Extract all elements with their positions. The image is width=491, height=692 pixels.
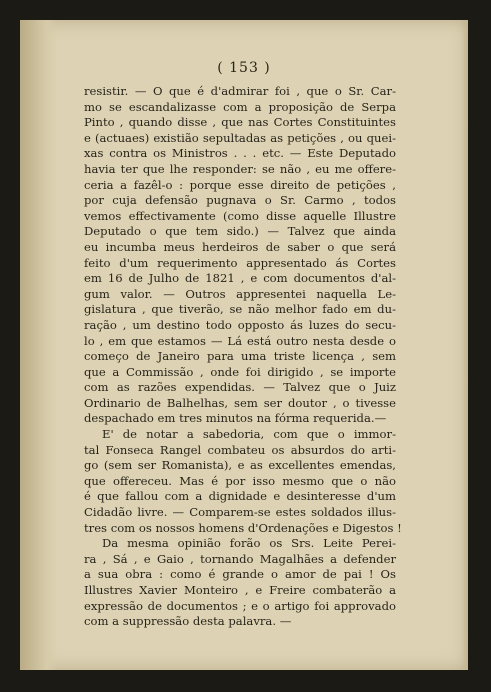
text-line: por cuja defensão pugnava o Sr. Carmo , todos xyxy=(84,193,396,208)
text-line: despachado em tres minutos na fórma requerida.— xyxy=(84,411,387,426)
text-line: em 16 de Julho de 1821 , e com documentos d'al- xyxy=(84,271,396,286)
text-line: resistir. — O que é d'admirar foi , que o Sr. Car- xyxy=(84,84,396,98)
text-line: Cidadão livre. — Comparem-se estes soldados illus- xyxy=(84,505,396,520)
text-line: e (actuaes) existião sepultadas as petições , ou quei- xyxy=(84,130,396,145)
page-edge xyxy=(462,20,468,670)
text-line: lo , em que estamos — Lá está outro nesta desde o xyxy=(84,333,396,348)
page-number: ( 153 ) xyxy=(217,60,271,76)
text-line: expressão de documentos ; e o artigo foi approvado xyxy=(84,598,396,613)
text-line: que offereceu. Mas é por isso mesmo que o não xyxy=(84,473,396,488)
text-line: Ordinario de Balhelhas, sem ser doutor , o tivesse xyxy=(84,395,396,410)
text-line: com a suppressão desta palavra. — xyxy=(84,614,292,629)
text-line: Illustres Xavier Monteiro , e Freire combaterão a xyxy=(84,583,396,597)
text-line: a sua obra : como é grande o amor de pai ! Os xyxy=(84,567,396,582)
text-line: tal Fonseca Rangel combateu os absurdos do arti- xyxy=(84,442,396,457)
text-line: gislatura , que tiverão, se não melhor fado em du- xyxy=(84,302,396,317)
text-line: gum valor. — Outros appresentei naquella Le- xyxy=(84,286,396,301)
text-line: ceria a fazêl-o : porque esse direito de petições , xyxy=(84,177,396,192)
text-line: ração , um destino todo opposto ás luzes do secu- xyxy=(84,317,396,332)
text-line: vemos effectivamente (como disse aquelle Illustre xyxy=(84,208,396,223)
text-line: começo de Janeiro para uma triste licença , sem xyxy=(84,349,396,364)
text-line: go (sem ser Romanista), e as excellentes emendas, xyxy=(84,458,396,473)
text-line: ra , Sá , e Gaio , tornando Magalhães a defender xyxy=(84,551,396,566)
text-line: E' de notar a sabedoria, com que o immor- xyxy=(102,427,396,442)
text-line: Deputado o que tem sido.) — Talvez que ainda xyxy=(84,224,396,239)
text-line: feito d'um requerimento appresentado ás Cortes xyxy=(84,255,396,270)
body-text xyxy=(84,84,402,630)
text-line: xas contra os Ministros . . . etc. — Este Deputado xyxy=(84,146,396,161)
text-line: eu incumba meus herdeiros de saber o que será xyxy=(84,239,396,254)
text-line: Da mesma opinião forão os Srs. Leite Perei- xyxy=(102,536,396,551)
text-line: tres com os nossos homens d'Ordenações e Digestos ! xyxy=(84,520,402,535)
text-line: que a Commissão , onde foi dirigido , se importe xyxy=(84,364,396,379)
text-line: Pinto , quando disse , que nas Cortes Constituintes xyxy=(84,115,396,130)
text-line: mo se escandalizasse com a proposição de Serpa xyxy=(84,99,396,114)
book-page xyxy=(20,20,468,670)
text-line: é que fallou com a dignidade e desinteresse d'um xyxy=(84,489,396,504)
page-gutter xyxy=(20,20,58,670)
text-line: com as razões expendidas. — Talvez que o Juiz xyxy=(84,380,396,395)
text-line: havia ter que lhe responder: se não , eu me offere- xyxy=(84,161,396,176)
